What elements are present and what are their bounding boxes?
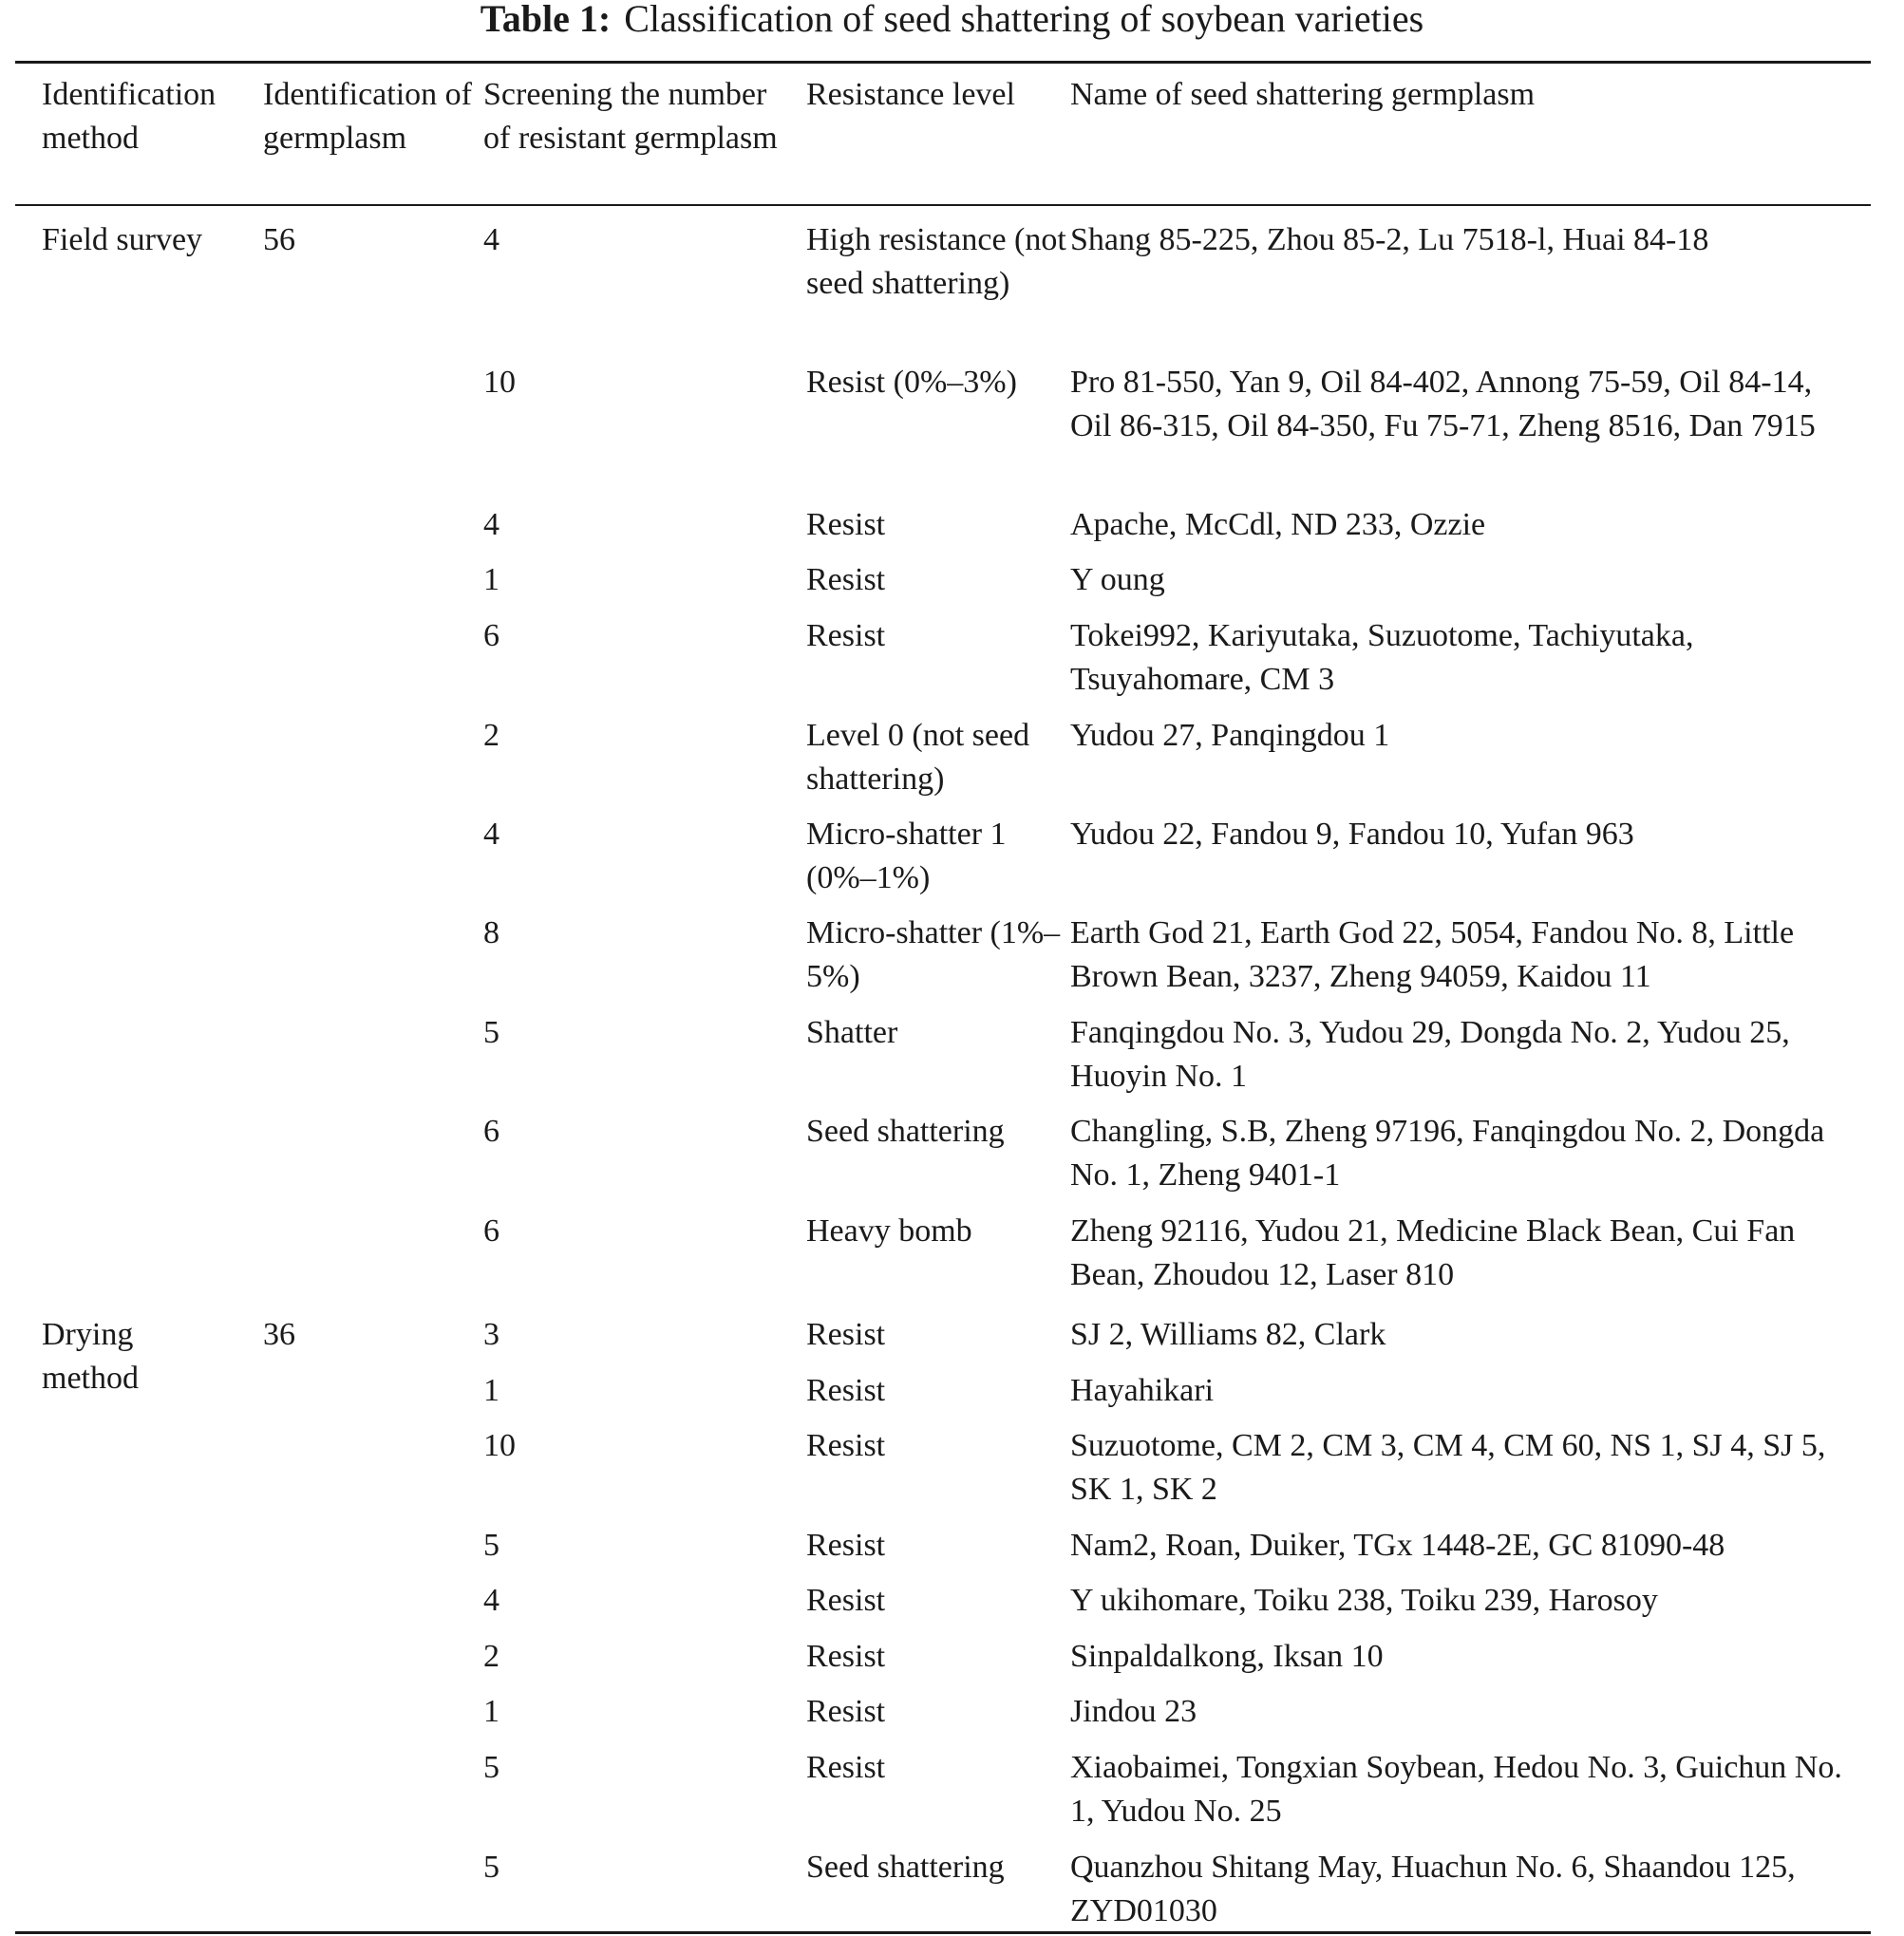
header-resistance-level: Resistance level [806,77,1015,112]
row-count: 2 [483,718,500,753]
row-level: Seed shattering [806,1850,1005,1885]
header-identification-method: Identification method [42,77,217,156]
row-names: Sinpaldalkong, Iksan 10 [1070,1639,1384,1674]
row-names: Y oung [1070,562,1165,597]
row-level: Resist [806,507,886,542]
group-germplasm-count: 56 [263,222,295,257]
row-names: Hayahikari [1070,1373,1215,1408]
row-names: Nam2, Roan, Duiker, TGx 1448-2E, GC 81090-48 [1070,1528,1725,1563]
row-names: Suzuotome, CM 2, CM 3, CM 4, CM 60, NS 1, SJ 4, SJ 5, SK 1, SK 2 [1070,1428,1826,1507]
row-level: Resist [806,1750,886,1785]
row-count: 4 [483,817,500,852]
row-count: 5 [483,1528,500,1563]
row-count: 2 [483,1639,500,1674]
row-names: SJ 2, Williams 82, Clark [1070,1317,1386,1352]
row-level: Resist (0%–3%) [806,365,1017,400]
row-names: Tokei992, Kariyutaka, Suzuotome, Tachiyutaka, Tsuyahomare, CM 3 [1070,618,1694,697]
header-germplasm-names: Name of seed shattering germplasm [1070,77,1536,112]
row-count: 6 [483,1114,500,1149]
group-method: Field survey [42,222,203,257]
row-level: Resist [806,562,886,597]
row-count: 3 [483,1317,500,1352]
row-level: Resist [806,1373,886,1408]
header-screening-number: Screening the number of resistant germplasm [483,77,778,156]
row-count: 4 [483,1583,500,1618]
row-level: Level 0 (not seed shattering) [806,718,1030,797]
row-names: Pro 81-550, Yan 9, Oil 84-402, Annong 75-59, Oil 84-14, Oil 86-315, Oil 84-350, Fu 75-71, Zheng 8516, Dan 7915 [1070,365,1816,443]
row-names: Earth God 21, Earth God 22, 5054, Fandou No. 8, Little Brown Bean, 3237, Zheng 94059, Kaidou 11 [1070,915,1795,994]
row-count: 1 [483,1373,500,1408]
row-names: Jindou 23 [1070,1694,1197,1729]
row-count: 5 [483,1850,500,1885]
row-level: Micro-shatter (1%–5%) [806,915,1061,994]
row-level: Resist [806,1583,886,1618]
row-count: 1 [483,1694,500,1729]
row-names: Apache, McCdl, ND 233, Ozzie [1070,507,1486,542]
row-level: Heavy bomb [806,1213,972,1249]
row-names: Y ukihomare, Toiku 238, Toiku 239, Harosoy [1070,1583,1658,1618]
table-top-rule [15,61,1871,64]
row-count: 4 [483,222,500,257]
row-names: Yudou 22, Fandou 9, Fandou 10, Yufan 963 [1070,817,1634,852]
row-names: Changling, S.B, Zheng 97196, Fanqingdou No. 2, Dongda No. 1, Zheng 9401-1 [1070,1114,1825,1193]
row-level: High resistance (not seed shattering) [806,222,1066,301]
row-level: Resist [806,1428,886,1463]
row-level: Resist [806,1639,886,1674]
table-bottom-rule [15,1931,1871,1934]
row-level: Shatter [806,1015,898,1050]
row-names: Xiaobaimei, Tongxian Soybean, Hedou No. 3, Guichun No. 1, Yudou No. 25 [1070,1750,1842,1829]
row-names: Yudou 27, Panqingdou 1 [1070,718,1390,753]
row-level: Resist [806,1528,886,1563]
table-header-rule [15,204,1871,206]
table-caption-label: Table 1: [480,0,612,40]
table-caption-text: Classification of seed shattering of soybean varieties [624,0,1424,40]
row-names: Zheng 92116, Yudou 21, Medicine Black Bean, Cui Fan Bean, Zhoudou 12, Laser 810 [1070,1213,1796,1292]
row-level: Micro-shatter 1 (0%–1%) [806,817,1007,895]
row-names: Quanzhou Shitang May, Huachun No. 6, Shaandou 125, ZYD01030 [1070,1850,1796,1928]
row-level: Seed shattering [806,1114,1005,1149]
row-count: 8 [483,915,500,950]
row-count: 6 [483,618,500,653]
row-names: Fanqingdou No. 3, Yudou 29, Dongda No. 2, Yudou 25, Huoyin No. 1 [1070,1015,1790,1094]
row-count: 5 [483,1750,500,1785]
header-identification-of-germplasm: Identification of germplasm [263,77,472,156]
row-level: Resist [806,1317,886,1352]
row-level: Resist [806,1694,886,1729]
row-count: 10 [483,365,516,400]
row-count: 1 [483,562,500,597]
row-names: Shang 85-225, Zhou 85-2, Lu 7518-l, Huai 84-18 [1070,222,1709,257]
row-level: Resist [806,618,886,653]
row-count: 6 [483,1213,500,1249]
group-method: Drying method [42,1317,139,1396]
row-count: 4 [483,507,500,542]
row-count: 5 [483,1015,500,1050]
table-caption [0,0,1904,38]
row-count: 10 [483,1428,516,1463]
group-germplasm-count: 36 [263,1317,295,1352]
